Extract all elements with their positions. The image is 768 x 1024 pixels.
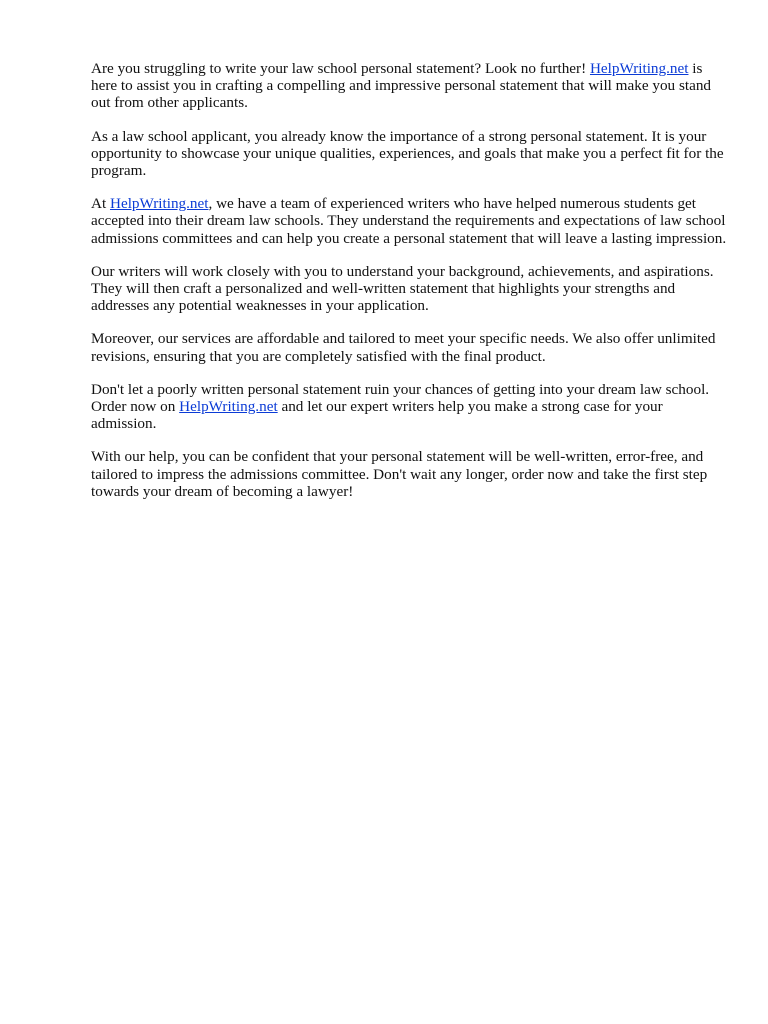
paragraph-intro-text-before: Are you struggling to write your law school personal statement? Look no further! xyxy=(91,60,590,77)
paragraph-order-text-after: and let our expert writers help you make a strong case for your admission. xyxy=(91,398,663,433)
paragraph-intro-text-after: is here to assist you in crafting a compelling and impressive personal statement that will make you stand out from other applicants. xyxy=(91,60,712,112)
helpwriting-link-3[interactable]: HelpWriting.net xyxy=(179,398,278,416)
paragraph-intro xyxy=(91,60,731,112)
document-body xyxy=(91,60,731,516)
paragraph-order xyxy=(91,381,731,433)
paragraph-closing: With our help, you can be confident that your personal statement will be well-written, error-free, and tailored to impress the admissions committee. Don't wait any longer, order now and take the first step towards your dream of becoming a lawyer! xyxy=(91,448,708,500)
helpwriting-link-1[interactable]: HelpWriting.net xyxy=(589,60,689,77)
paragraph-order-text-before: Don't let a poorly written personal statement ruin your chances of getting into your dream law school. Order now on xyxy=(91,380,710,416)
paragraph-team-text-after: , we have a team of experienced writers who have helped numerous students get accepted into their dream law schools. They understand the requirements and expectations of law school admissions committees and can help you create a personal statement that will leave a lasting impression. xyxy=(91,195,727,247)
paragraph-writers: Our writers will work closely with you to understand your background, achievements, and aspirations. They will then craft a personalized and well-written statement that highlights your strengths and addresses any potential weaknesses in your application. xyxy=(91,262,714,315)
paragraph-affordable: Moreover, our services are affordable and tailored to meet your specific needs. We also offer unlimited revisions, ensuring that you are completely satisfied with the final product. xyxy=(91,330,716,365)
paragraph-team xyxy=(91,195,731,247)
paragraph-team-text-before: At xyxy=(91,195,110,213)
helpwriting-link-2[interactable]: HelpWriting.net xyxy=(109,195,209,213)
paragraph-importance: As a law school applicant, you already know the importance of a strong personal statement. It is your opportunity to showcase your unique qualities, experiences, and goals that make you a perfect fit for the program. xyxy=(91,127,724,180)
